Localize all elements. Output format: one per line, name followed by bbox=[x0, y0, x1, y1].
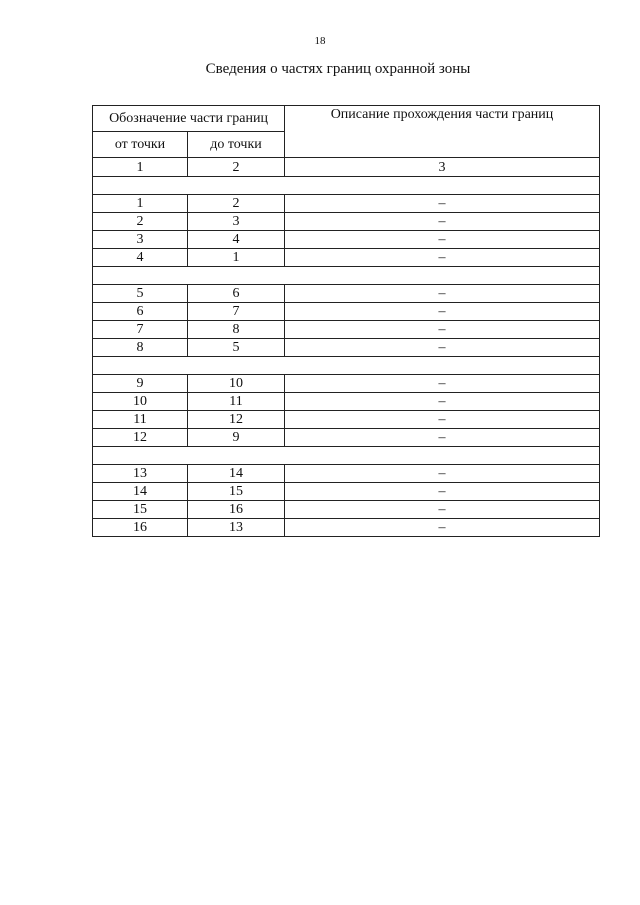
to-point-cell: 14 bbox=[188, 465, 285, 483]
table-row bbox=[93, 429, 600, 447]
description-cell: – bbox=[285, 411, 600, 429]
description-cell: – bbox=[285, 501, 600, 519]
to-point-cell: 9 bbox=[188, 429, 285, 447]
column-number-cell: 1 bbox=[93, 158, 188, 177]
description-cell: – bbox=[285, 195, 600, 213]
from-point-cell: 7 bbox=[93, 321, 188, 339]
group-separator-cell bbox=[93, 267, 600, 285]
description-cell: – bbox=[285, 285, 600, 303]
to-point-cell: 16 bbox=[188, 501, 285, 519]
description-cell: – bbox=[285, 303, 600, 321]
group-separator-row bbox=[93, 447, 600, 465]
column-number-cell: 3 bbox=[285, 158, 600, 177]
from-point-cell: 2 bbox=[93, 213, 188, 231]
description-cell: – bbox=[285, 321, 600, 339]
header-boundary-description: Описание прохождения части границ bbox=[285, 106, 600, 158]
to-point-cell: 1 bbox=[188, 249, 285, 267]
from-point-cell: 1 bbox=[93, 195, 188, 213]
from-point-cell: 3 bbox=[93, 231, 188, 249]
table-row bbox=[93, 339, 600, 357]
table-row bbox=[93, 483, 600, 501]
to-point-cell: 5 bbox=[188, 339, 285, 357]
from-point-cell: 14 bbox=[93, 483, 188, 501]
group-separator-cell bbox=[93, 447, 600, 465]
from-point-cell: 6 bbox=[93, 303, 188, 321]
table-row bbox=[93, 231, 600, 249]
to-point-cell: 11 bbox=[188, 393, 285, 411]
table-row bbox=[93, 465, 600, 483]
table-row bbox=[93, 411, 600, 429]
description-cell: – bbox=[285, 249, 600, 267]
to-point-cell: 4 bbox=[188, 231, 285, 249]
from-point-cell: 4 bbox=[93, 249, 188, 267]
table-row bbox=[93, 213, 600, 231]
page-number: 18 bbox=[314, 35, 326, 47]
from-point-cell: 5 bbox=[93, 285, 188, 303]
from-point-cell: 11 bbox=[93, 411, 188, 429]
group-separator-cell bbox=[93, 177, 600, 195]
description-cell: – bbox=[285, 213, 600, 231]
header-to-point: до точки bbox=[188, 132, 285, 158]
to-point-cell: 7 bbox=[188, 303, 285, 321]
boundary-parts-table bbox=[92, 105, 600, 537]
from-point-cell: 9 bbox=[93, 375, 188, 393]
description-cell: – bbox=[285, 231, 600, 249]
description-cell: – bbox=[285, 465, 600, 483]
description-cell: – bbox=[285, 339, 600, 357]
to-point-cell: 8 bbox=[188, 321, 285, 339]
from-point-cell: 16 bbox=[93, 519, 188, 537]
group-separator-cell bbox=[93, 357, 600, 375]
from-point-cell: 15 bbox=[93, 501, 188, 519]
description-cell: – bbox=[285, 429, 600, 447]
table-row bbox=[93, 303, 600, 321]
table-row bbox=[93, 195, 600, 213]
group-separator-row bbox=[93, 267, 600, 285]
to-point-cell: 13 bbox=[188, 519, 285, 537]
to-point-cell: 3 bbox=[188, 213, 285, 231]
group-separator-row bbox=[93, 357, 600, 375]
to-point-cell: 6 bbox=[188, 285, 285, 303]
to-point-cell: 12 bbox=[188, 411, 285, 429]
description-cell: – bbox=[285, 483, 600, 501]
from-point-cell: 8 bbox=[93, 339, 188, 357]
header-from-point: от точки bbox=[93, 132, 188, 158]
group-separator-row bbox=[93, 177, 600, 195]
from-point-cell: 10 bbox=[93, 393, 188, 411]
document-title: Сведения о частях границ охранной зоны bbox=[205, 61, 471, 77]
table-row bbox=[93, 393, 600, 411]
table-row bbox=[93, 375, 600, 393]
header-boundary-part-designation: Обозначение части границ bbox=[93, 106, 285, 132]
table-row bbox=[93, 321, 600, 339]
from-point-cell: 12 bbox=[93, 429, 188, 447]
description-cell: – bbox=[285, 393, 600, 411]
column-number-row bbox=[93, 158, 600, 177]
to-point-cell: 15 bbox=[188, 483, 285, 501]
table-row bbox=[93, 285, 600, 303]
table-row bbox=[93, 501, 600, 519]
to-point-cell: 10 bbox=[188, 375, 285, 393]
from-point-cell: 13 bbox=[93, 465, 188, 483]
description-cell: – bbox=[285, 375, 600, 393]
to-point-cell: 2 bbox=[188, 195, 285, 213]
description-cell: – bbox=[285, 519, 600, 537]
table-row bbox=[93, 249, 600, 267]
column-number-cell: 2 bbox=[188, 158, 285, 177]
table-row bbox=[93, 519, 600, 537]
